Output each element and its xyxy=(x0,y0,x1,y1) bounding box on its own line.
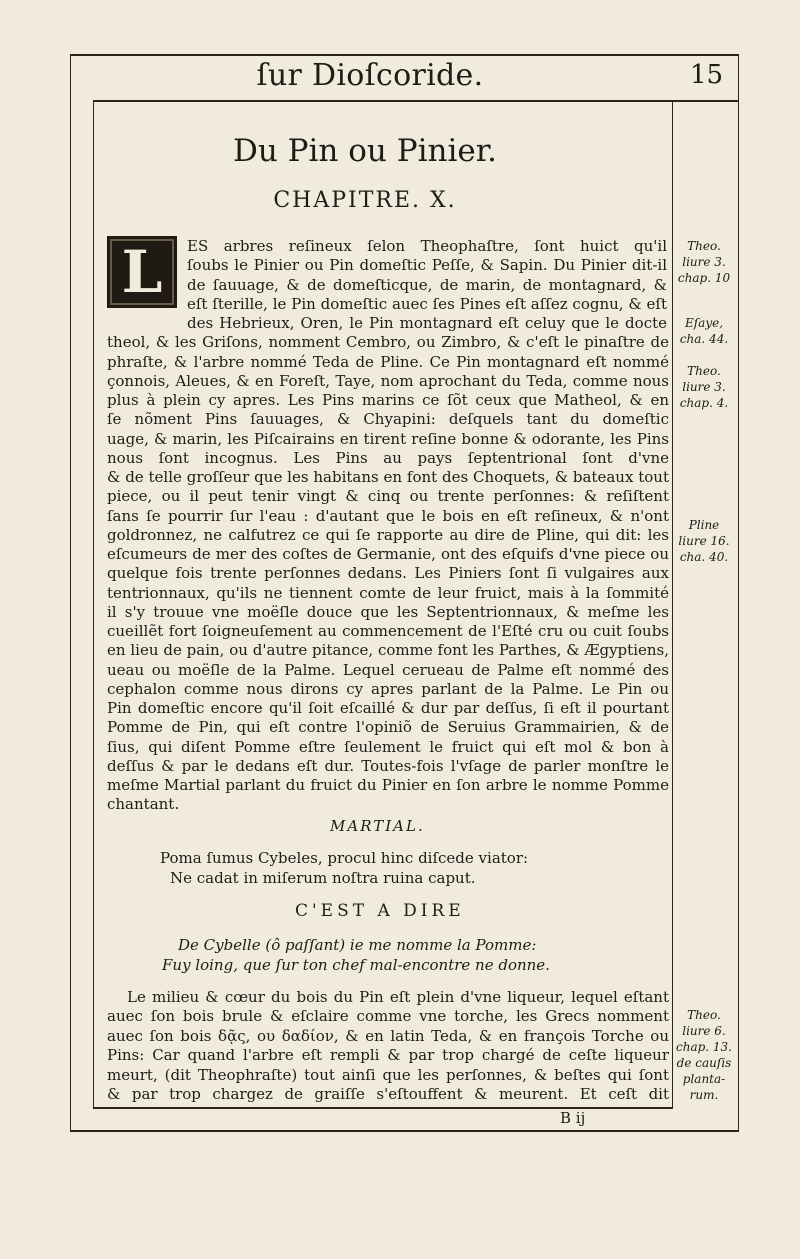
header-rule xyxy=(93,100,738,102)
body-line: eſcumeurs de mer des coſtes de Germanie, ont des eſquifs d'vne piece ou xyxy=(107,545,669,563)
body-line: ES arbres reſineux ſelon Theophaſtre, ſont huict qu'il xyxy=(187,237,667,255)
translation-header: C'EST A DIRE xyxy=(295,901,465,921)
body-line: tentrionnaux, qu'ils ne tiennent comte de leur fruict, mais à la ſommité xyxy=(107,583,669,602)
margin-note-line: chap. 4. xyxy=(679,396,729,410)
verse-header: MARTIAL. xyxy=(330,817,425,835)
closing-line: & par trop chargez de graiſſe s'eſtouffent & meurent. Et ceſt dit xyxy=(107,1085,669,1103)
body-line: des Hebrieux, Oren, le Pin montagnard eſt celuy que le docte xyxy=(187,314,667,332)
body-line: cephalon comme nous dirons cy apres parlant de la Palme. Le Pin ou xyxy=(107,679,669,698)
margin-note xyxy=(674,1007,734,1103)
margin-note-line: rum. xyxy=(689,1088,719,1102)
top-rule xyxy=(70,54,738,56)
body-line: uage, & marin, les Piſcairains en tirent reſine bonne & odorante, les Pins xyxy=(107,429,669,448)
margin-note-line: liure 3. xyxy=(682,380,726,394)
bottom-rule xyxy=(70,1130,738,1132)
body-line: ſius, qui diſent Pomme eſtre ſeulement le fruict qui eſt mol & bon à xyxy=(107,737,669,756)
closing-line: Pins: Car quand l'arbre eſt rempli & par trop chargé de ceſte liqueur xyxy=(107,1046,669,1065)
page-number: 15 xyxy=(690,60,724,90)
chapter-number: CHAPITRE. X. xyxy=(273,188,457,213)
margin-note xyxy=(674,363,734,411)
margin-note-line: chap. 10 xyxy=(677,271,731,285)
body-line: ſoubs le Pinier ou Pin domeſtic Peſſe, & Sapin. Du Pinier dit-il xyxy=(187,256,667,275)
body-line: en lieu de pain, ou d'autre pitance, comme font les Parthes, & Ægyptiens, xyxy=(107,641,669,660)
closing-line: auec ſon bois δᾷς, ου δαδίον, & en latin Teda, & en françois Torche ou xyxy=(107,1026,669,1045)
margin-note-line: Pline xyxy=(688,518,720,532)
body-line: ſans ſe pourrir ſur l'eau : d'autant que le bois en eſt reſineux, & n'ont xyxy=(107,506,669,525)
body-line: Pin domeſtic encore qu'il ſoit eſcaillé & dur par deſſus, ſi eſt il pourtant xyxy=(107,699,669,717)
body-line: il s'y trouue vne moëſle douce que les Septentrionnaux, & meſme les xyxy=(107,602,669,621)
margin-note xyxy=(674,315,734,347)
margin-note-line: Theo. xyxy=(687,239,721,253)
margin-note-line: liure 16. xyxy=(678,534,730,548)
signature-mark: B ij xyxy=(560,1109,586,1127)
margin-note-line: cha. 40. xyxy=(679,550,729,564)
margin-note xyxy=(674,517,734,565)
body-line: cueillẽt fort ſoigneuſement au commencement de l'Eſté cru ou cuit ſoubs xyxy=(107,622,669,640)
body-line: ſe nõment Pins ſauuages, & Chyapini: deſquels tant du domeſtic xyxy=(107,410,669,429)
body-line: & de telle groſſeur que les habitans en font des Choquets, & bateaux tout xyxy=(107,468,669,486)
margin-note-line: liure 6. xyxy=(682,1024,726,1038)
body-line: ueau ou moëſle de la Palme. Lequel cerueau de Palme eſt nommé des xyxy=(107,660,669,679)
body-line: eſt ſterille, le Pin domeſtic auec ſes Pines eſt aſſez cognu, & eſt xyxy=(187,294,667,313)
body-line: çonnois, Aleues, & en Foreſt, Taye, nom aprochant du Teda, comme nous xyxy=(107,371,669,390)
body-line: quelque fois trente perſonnes dedans. Les Piniers ſont ſi vulgaires aux xyxy=(107,564,669,583)
body-line: theol, & les Griſons, nomment Cembro, ou Zimbro, & c'eſt le pinaſtre de xyxy=(107,333,669,352)
margin-note-line: de cauſis xyxy=(676,1056,732,1070)
body-line: meſme Martial parlant du fruict du Pinier en ſon arbre le nomme Pomme xyxy=(107,776,669,794)
verse-line: Poma ſumus Cybeles, procul hinc diſcede viator: xyxy=(160,849,529,867)
body-line: deſſus & par le dedans eſt dur. Toutes-fois l'vſage de parler monſtre le xyxy=(107,756,669,775)
margin-note xyxy=(674,238,734,286)
margin-note-line: chap. 13. xyxy=(676,1040,732,1054)
body-line: chantant. xyxy=(107,795,180,814)
body-line: goldronnez, ne calfutrez ce qui ſe rapporte au dire de Pline, qui dit: les xyxy=(107,525,669,544)
margin-note-line: Theo. xyxy=(687,364,721,378)
chapter-title: Du Pin ou Pinier. xyxy=(232,133,497,169)
translation-line: De Cybelle (ô paſſant) ie me nomme la Pomme: xyxy=(178,936,537,954)
body-line: nous ſont incognus. Les Pins au pays ſeptentrional ſont d'vne xyxy=(107,448,669,467)
closing-line: Le milieu & cœur du bois du Pin eſt plein d'vne liqueur, lequel eſtant xyxy=(127,988,669,1006)
verse-line: Ne cadat in miſerum noſtra ruina caput. xyxy=(170,869,476,887)
margin-note-line: planta- xyxy=(682,1072,726,1086)
translation-line: Fuy loing, que ſur ton chef mal-encontre ne donne. xyxy=(162,956,550,974)
body-line: phraſte, & l'arbre nommé Teda de Pline. Ce Pin montagnard eſt nommé xyxy=(107,352,669,371)
closing-line: auec ſon bois brule & eſclaire comme vne torche, les Grecs nomment xyxy=(107,1007,669,1026)
running-title: ſur Dioſcoride. xyxy=(256,58,484,93)
left-inner-rule xyxy=(93,100,94,1108)
body-line: piece, ou il peut tenir vingt & cinq ou trente perſonnes: & reſiſtent xyxy=(107,487,669,506)
body-line: Pomme de Pin, qui eſt contre l'opiniõ de Seruius Grammairien, & de xyxy=(107,718,669,737)
right-rule xyxy=(672,100,673,1108)
body-line: de ſauuage, & de domeſticque, de marin, de montagnard, & xyxy=(187,275,667,294)
left-outer-rule xyxy=(70,54,71,1132)
margin-note-line: Theo. xyxy=(687,1008,721,1022)
margin-note-line: Eſaye, xyxy=(684,316,724,330)
margin-note-line: cha. 44. xyxy=(679,332,729,346)
closing-line: meurt, (dit Theophraſte) tout ainſi que les perſonnes, & beſtes qui ſont xyxy=(107,1065,669,1084)
right-outer-rule xyxy=(738,54,739,1132)
drop-cap: L xyxy=(107,236,177,308)
margin-note-line: liure 3. xyxy=(682,255,726,269)
body-line: plus à plein cy apres. Les Pins marins ce ſõt ceux que Matheol, & en xyxy=(107,391,669,409)
bottom-inner-rule xyxy=(93,1107,673,1109)
